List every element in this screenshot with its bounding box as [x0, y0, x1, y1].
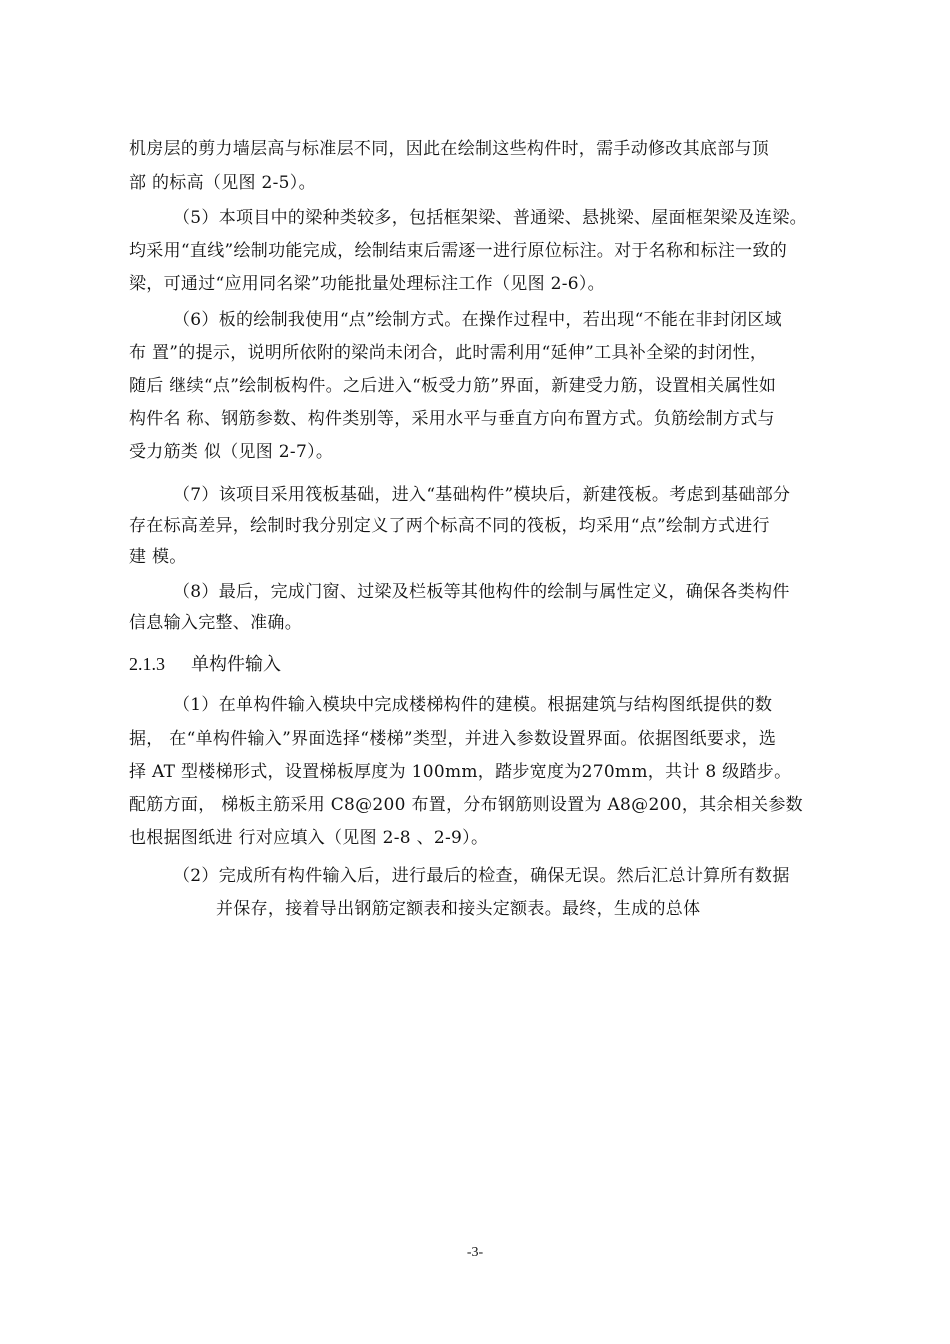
paragraph-line: （6）板的绘制我使用“点”绘制方式。在操作过程中，若出现“不能在非封闭区域	[173, 310, 782, 330]
paragraph-line: 机房层的剪力墙层高与标准层不同，因此在绘制这些构件时，需手动修改其底部与顶	[129, 139, 770, 159]
paragraph-line: 配筋方面， 梯板主筋采用 C8@200 布置，分布钢筋则设置为 A8@200，其余相关参数	[129, 795, 803, 815]
section-title: 单构件输入	[191, 654, 281, 675]
paragraph-line: （7）该项目采用筏板基础，进入“基础构件”模块后，新建筏板。考虑到基础部分	[173, 485, 791, 505]
paragraph-line: 信息输入完整、准确。	[129, 613, 302, 633]
paragraph-line: （1）在单构件输入模块中完成楼梯构件的建模。根据建筑与结构图纸提供的数	[173, 695, 773, 715]
paragraph-line: 梁，可通过“应用同名梁”功能批量处理标注工作（见图 2-6）。	[129, 274, 605, 294]
paragraph-line: （5）本项目中的梁种类较多，包括框架梁、普通梁、悬挑梁、屋面框架梁及连梁。	[173, 208, 807, 228]
paragraph-line: 布 置”的提示，说明所依附的梁尚未闭合，此时需利用“延伸”工具补全梁的封闭性，	[129, 343, 768, 363]
paragraph-line: （8）最后，完成门窗、过梁及栏板等其他构件的绘制与属性定义，确保各类构件	[173, 582, 790, 602]
section-number: 2.1.3	[129, 654, 165, 674]
paragraph-line: 建 模。	[129, 547, 187, 567]
paragraph-line: （2）完成所有构件输入后，进行最后的检查，确保无误。然后汇总计算所有数据	[173, 866, 790, 886]
paragraph-line: 也根据图纸进 行对应填入（见图 2-8 、2-9）。	[129, 828, 489, 848]
paragraph-line: 随后 继续“点”绘制板构件。之后进入“板受力筋”界面，新建受力筋，设置相关属性如	[129, 376, 777, 396]
page-number: -3-	[466, 1245, 484, 1260]
paragraph-line: 部 的标高（见图 2-5）。	[129, 173, 316, 193]
paragraph-line: 受力筋类 似（见图 2-7）。	[129, 442, 334, 462]
paragraph-line: 均采用“直线”绘制功能完成，绘制结束后需逐一进行原位标注。对于名称和标注一致的	[129, 241, 788, 261]
paragraph-line: 择 AT 型楼梯形式，设置梯板厚度为 100mm，踏步宽度为270mm，共计 8 级踏步。	[129, 762, 792, 782]
section-heading	[129, 653, 281, 676]
paragraph-line: 存在标高差异，绘制时我分别定义了两个标高不同的筏板，均采用“点”绘制方式进行	[129, 516, 770, 536]
paragraph-line: 构件名 称、钢筋参数、构件类别等，采用水平与垂直方向布置方式。负筋绘制方式与	[129, 409, 775, 429]
paragraph-line: 据， 在“单构件输入”界面选择“楼梯”类型，并进入参数设置界面。依据图纸要求，选	[129, 729, 777, 749]
paragraph-line: 并保存，接着导出钢筋定额表和接头定额表。最终，生成的总体	[216, 899, 701, 919]
